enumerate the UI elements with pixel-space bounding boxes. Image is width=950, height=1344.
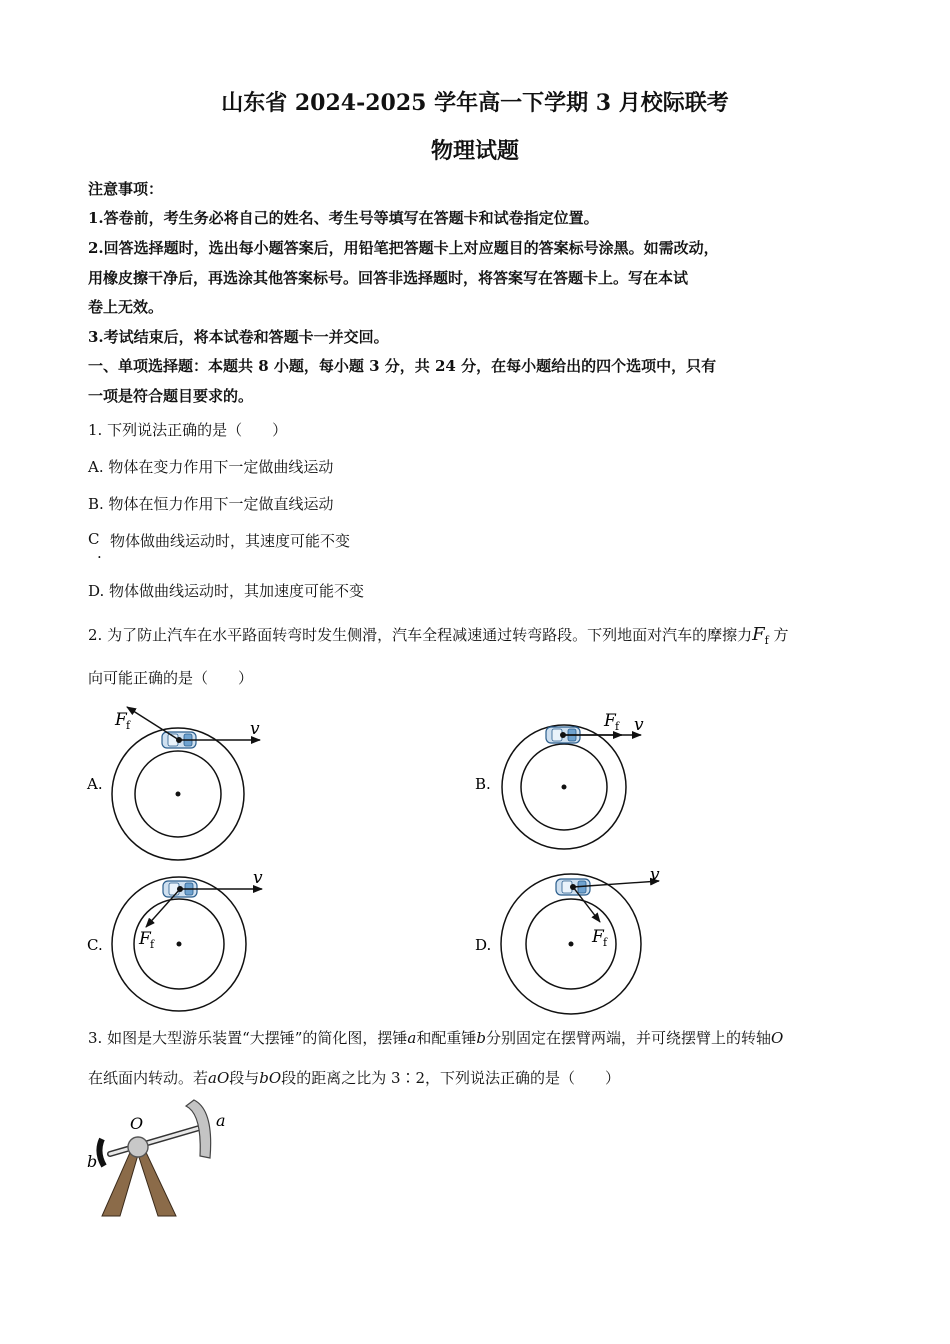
q3-text-1c: 分别固定在摆臂两端，并可绕摆臂上的转轴 [486,1029,772,1047]
q3-seg-bo: bO [259,1069,282,1087]
q2-a-force-sub: f [126,719,131,732]
q1-option-b: B. 物体在恒力作用下一定做直线运动 [88,495,334,513]
q3-var-b: b [476,1029,486,1047]
q2-diagram-d [501,874,659,1014]
q3-fig-label-b: b [87,1152,98,1171]
q2-label-a: A. [87,775,103,793]
q3-fig-label-o: O [130,1114,144,1133]
q3-stem-line-1 [88,1027,783,1048]
q2-b-force-symbol: F [604,711,616,731]
notice-item-2-line-3: 卷上无效。 [88,298,164,316]
q2-force-symbol: F [752,624,765,645]
q3-text-2a: 在纸面内转动。若 [88,1069,209,1087]
notice-item-3: 3.考试结束后，将本试卷和答题卡一并交回。 [88,328,389,346]
q2-label-d: D. [475,936,492,954]
q3-stem-line-2 [88,1067,620,1088]
q3-var-a: a [407,1029,417,1047]
q2-stem-text: 2. 为了防止汽车在水平路面转弯时发生侧滑，汽车全程减速通过转弯路段。下列地面对汽车的摩擦力 [88,626,753,644]
q1-stem: 1. 下列说法正确的是（ ） [88,421,288,439]
q2-c-velocity-label: v [253,868,263,888]
q2-a-velocity-label: v [250,719,260,739]
q2-d-force-sub: f [603,936,608,949]
q3-fig-label-a: a [216,1111,226,1130]
q2-label-c: C. [87,936,103,954]
notice-item-2-line-2: 用橡皮擦干净后，再选涂其他答案标号。回答非选择题时，将答案写在答题卡上。写在本试 [88,269,689,287]
q2-d-velocity-label: v [650,865,660,885]
q2-b-velocity-label: v [634,715,644,735]
q2-diagram-c [112,877,262,1011]
q3-text-1b: 和配重锤 [416,1029,477,1047]
notice-item-1: 1.答卷前，考生务必将自己的姓名、考生号等填写在答题卡和试卷指定位置。 [88,209,599,227]
q3-text-1a: 3. 如图是大型游乐装置“大摆锤”的简化图，摆锤 [88,1029,408,1047]
q2-c-force-symbol: F [139,929,151,949]
page-subtitle: 物理试题 [430,138,519,164]
q1-option-c-letter: C [88,530,100,548]
q1-option-c-dot: . [97,544,102,562]
q2-b-force-sub: f [615,720,620,733]
q2-label-b: B. [475,775,491,793]
notice-heading: 注意事项： [88,180,164,198]
q2-d-force-symbol: F [592,927,604,947]
q1-option-c-text: 物体做曲线运动时，其速度可能不变 [110,532,351,550]
q2-a-force-symbol: F [115,710,127,730]
q2-c-force-sub: f [150,938,155,951]
q3-seg-ao: aO [208,1069,230,1087]
section-heading-line-2: 一项是符合题目要求的。 [88,387,254,405]
q2-stem-line-2: 向可能正确的是（ ） [88,669,254,687]
q2-force-subscript: f [764,634,769,647]
q2-figures [0,690,950,1020]
q1-option-d: D. 物体做曲线运动时，其加速度可能不变 [88,582,365,600]
q3-var-o: O [771,1029,784,1047]
notice-item-2-line-1: 2.回答选择题时，选出每小题答案后，用铅笔把答题卡上对应题目的答案标号涂黑。如需改动， [88,239,719,257]
q1-option-a: A. 物体在变力作用下一定做曲线运动 [88,458,334,476]
q3-pendulum-figure [80,1090,250,1225]
q2-diagram-b [502,725,641,849]
q3-text-2b: 段与 [229,1069,260,1087]
q2-stem-end: 方 [773,626,789,644]
q3-text-2c: 段的距离之比为 3∶2，下列说法正确的是（ ） [281,1069,621,1087]
section-heading-line-1: 一、单项选择题：本题共 8 小题，每小题 3 分，共 24 分，在每小题给出的四个选项中，只有 [88,357,717,375]
page-title: 山东省 2024-2025 学年高一下学期 3 月校际联考 [221,90,729,116]
q2-stem-line-1 [88,624,788,647]
q2-diagram-a [112,707,260,860]
